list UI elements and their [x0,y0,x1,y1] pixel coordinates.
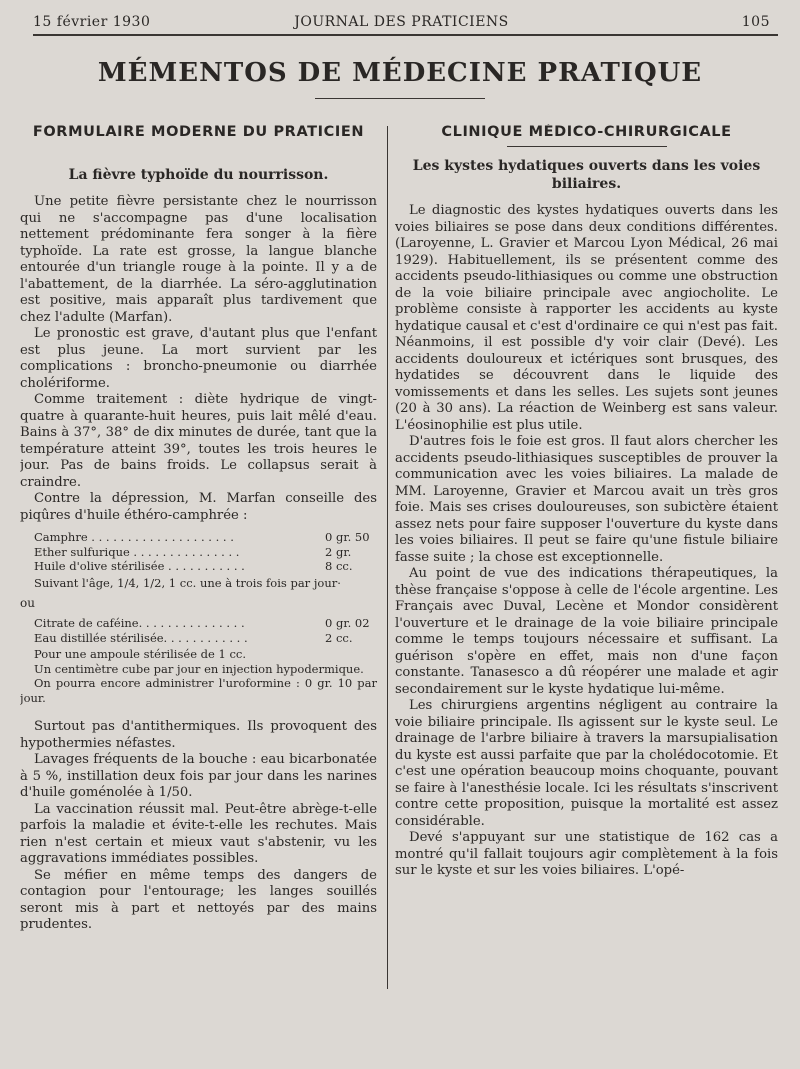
journal-name: JOURNAL DES PRATICIENS [294,14,509,30]
title-rule [315,98,485,99]
paragraph: D'autres fois le foie est gros. Il faut alors chercher les accidents pseudo-lithiasiques susceptibles de prouver la communication avec les voies biliaires. La malade de MM. Laroyenne, Gravier et Marcou avait un très gros foie. Mais ses crises douloureuses, son subictère étaient assez nets pour faire supposer l'ouverture du kyste dans les voies biliaires. Il peut se faire qu'une fistule biliaire fasse suite ; la chose est exceptionnelle. [395,434,778,565]
right-column [395,124,778,1069]
recipe-row: Camphre . . . . . . . . . . . . . . . . . . . . 0 gr. 50 [34,530,370,544]
paragraph: Lavages fréquents de la bouche : eau bicarbonatée à 5 %, instillation deux fois par jour dans les narines d'huile goménolée à 1/50. [20,752,377,800]
recipe-row: Citrate de caféine. . . . . . . . . . . . . . . 0 gr. 02 [34,616,370,630]
paragraph: Au point de vue des indications thérapeutiques, la thèse française s'oppose à celle de l'école argentine. Les Français avec Duval, Lecène et Mondor considèrent l'ouverture et le drainage de la voie biliaire principale comme le temps toujours nécessaire et suffisant. La guérison s'opère en effet, mais non d'une façon constante. Tanasesco a dû réopérer une malade et agir secondairement sur le kyste hydatique lui-même. [395,566,778,697]
paragraph: Les chirurgiens argentins négligent au contraire la voie biliaire principale. Ils agissent sur le kyste seul. Le drainage de l'arbre biliaire à travers la marsupialisation du kyste est aussi parfaite que par la cholédocotomie. Et c'est une opération beaucoup moins choquante, pouvant se faire à l'anesthésie locale. Ici les résultats s'inscrivent contre cette proposition, puisque la mortalité est assez considérable. [395,698,778,829]
dosage-note: Un centimètre cube par jour en injection hypodermique. [34,661,364,676]
recipe-row: Eau distillée stérilisée. . . . . . . . . . . . 2 cc. [34,630,353,645]
dosage-note: On pourra encore administrer l'uroformine : 0 gr. 10 par jour. [20,676,377,705]
recipe-row: Ether sulfurique . . . . . . . . . . . . . . . 2 gr. [34,544,352,559]
left-column [20,124,377,1069]
paragraph: Surtout pas d'antithermiques. Ils provoquent des hypothermies néfastes. [20,719,377,751]
recipe-row: Huile d'olive stérilisée . . . . . . . . . . . 8 cc. [34,559,353,573]
page-title: MÉMENTOS DE MÉDECINE PRATIQUE [97,58,703,88]
or-separator: ou [20,596,35,610]
dosage-note: Suivant l'âge, 1/4, 1/2, 1 cc. une à trois fois par jour· [34,575,341,590]
section-rule [507,146,667,147]
page-number: 105 [741,14,770,30]
paragraph: La vaccination réussit mal. Peut-être abrège-t-elle parfois la maladie et évite-t-elle les rechutes. Mais rien n'est certain et mieux vaut s'abstenir, vu les aggravations immédiates possibles. [20,801,377,866]
paragraph: Devé s'appuyant sur une statistique de 162 cas a montré qu'il fallait toujours agir complètement à la fois sur le kyste et sur les voies biliaires. L'opé- [395,830,778,878]
paragraph: Comme traitement : diète hydrique de vingt-quatre à quarante-huit heures, puis lait mêlé d'eau. Bains à 37°, 38° de dix minutes de durée, tant que la température atteint 39°, toutes les trois heures le jour. Pas de bains froids. Le collapsus serait à craindre. [20,392,377,490]
left-article-title: La fièvre typhoïde du nourrisson. [68,167,329,183]
recipe-list-2 [34,616,377,645]
running-header [33,10,770,32]
left-section-heading: FORMULAIRE MODERNE DU PRATICIEN [32,124,365,140]
right-article-title: Les kystes hydatiques ouverts dans les voies biliaires. [412,158,761,192]
paragraph: Le diagnostic des kystes hydatiques ouverts dans les voies biliaires se pose dans deux conditions différentes. (Laroyenne, L. Gravier et Marcou Lyon Médical, 26 mai 1929). Habituellement, ils se présentent comme des accidents pseudo-lithiasiques ou comme une obstruction de la voie biliaire principale avec angiocholite. Le problème consiste à rapporter les accidents au kyste hydatique causal et c'est d'ordinaire ce qui n'est pas fait. Néanmoins, il est possible d'y voir clair (Devé). Les accidents douloureux et ictériques sont brusques, des hydatides se découvrent dans le liquide des vomissements et dans les selles. Les sujets sont jeunes (20 à 30 ans). La réaction de Weinberg est sans valeur. L'éosinophilie est plus utile. [395,203,778,433]
dosage-note: Pour une ampoule stérilisée de 1 cc. [34,647,246,661]
paragraph: Se méfier en même temps des dangers de contagion pour l'entourage; les langes souillés seront mis à part et nettoyés par des mains prudentes. [20,867,377,932]
paragraph: Une petite fièvre persistante chez le nourrisson qui ne s'accompagne pas d'une localisation nettement prédominante fera songer à la fière typhoïde. La rate est grosse, la langue blanche entourée d'un triangle rouge à la pointe. Il y a de l'abattement, de la diarrhée. La séro-agglutination est positive, mais apparaît plus tardivement que chez l'adulte (Marfan). [20,194,377,325]
paragraph: Le pronostic est grave, d'autant plus que l'enfant est plus jeune. La mort survient par les complications : broncho-pneumonie ou diarrhée cholériforme. [20,326,377,391]
paragraph: Contre la dépression, M. Marfan conseille des piqûres d'huile éthéro-camphrée : [20,491,377,523]
recipe-list-1 [34,530,377,574]
right-section-heading: CLINIQUE MÉDICO-CHIRURGICALE [441,124,732,140]
issue-date: 15 février 1930 [33,14,151,30]
header-rule [33,34,778,36]
column-divider [387,126,388,989]
